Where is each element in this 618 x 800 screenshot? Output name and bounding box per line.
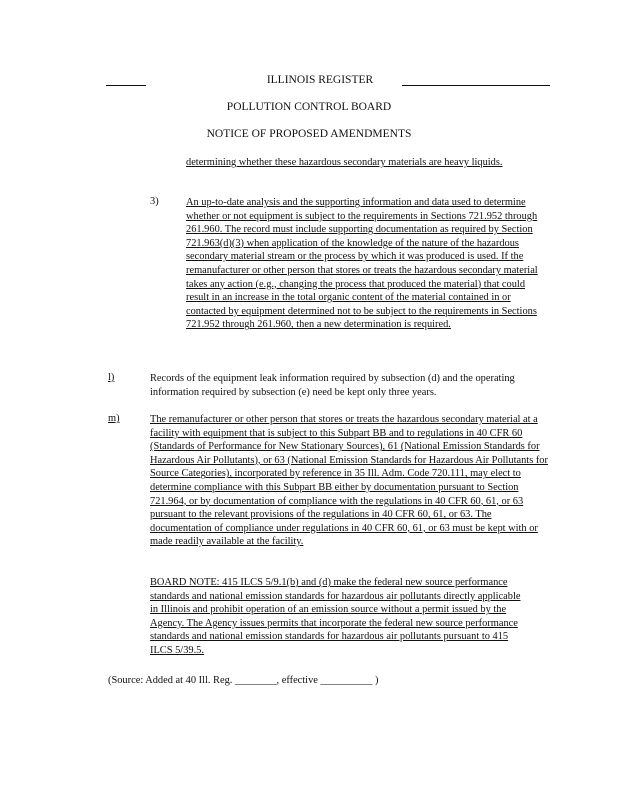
register-title: ILLINOIS REGISTER xyxy=(266,74,374,86)
item-m-text: The remanufacturer or other person that stores or treats the hazardous secondary material at a facility with equipment that is subject to this Subpart BB and to regulations in 40 CFR 60 (Standards of Performance for New Stationary Sources), 61 (National Emission Standards for Hazardous Air Pollutants), or 63 (National Emission Standards for Hazardous Air Pollutants for Source Categories), incorporated by reference in 35 Ill. Adm. Code 720.111, may elect to determine compliance with this Subpart BB either by documentation pursuant to Section 721.964, or by documentation of compliance with the regulations in 40 CFR 60, 61, or 63 pursuant to the relevant provisions of the regulations in 40 CFR 60, 61, or 63. The documentation of compliance under regulations in 40 CFR 60, 61, or 63 must be kept with or made readily available at the facility. xyxy=(150,414,548,548)
board-title: POLLUTION CONTROL BOARD xyxy=(226,101,392,113)
item-l-marker: l) xyxy=(108,372,115,383)
source-line: (Source: Added at 40 Ill. Reg. ________, effective __________ ) xyxy=(108,675,379,686)
item-m-marker: m) xyxy=(108,413,120,424)
header-rule-right xyxy=(402,85,550,86)
notice-title: NOTICE OF PROPOSED AMENDMENTS xyxy=(206,128,412,140)
item-l-text: Records of the equipment leak information required by subsection (d) and the operating information required by subsection (e) need be kept only three years. xyxy=(150,373,515,398)
continuation-text: determining whether these hazardous secondary materials are heavy liquids. xyxy=(186,157,503,168)
board-note: BOARD NOTE: 415 ILCS 5/9.1(b) and (d) make the federal new source performance standards and national emission standards for hazardous air pollutants directly applicable in Illinois and prohibit operation of an emission source without a permit issued by the Agency. The Agency issues permits that incorporate the federal new source performance standards and national emission standards for hazardous air pollutants pursuant to 415 ILCS 5/39.5. xyxy=(150,577,521,656)
item-3-text: An up-to-date analysis and the supporting information and data used to determine whether or not equipment is subject to the requirements in Sections 721.952 through 261.960. The record must include supporting documentation as required by Section 721.963(d)(3) when application of the knowledge of the nature of the hazardous secondary material stream or the process by which it was produced is used. If the remanufacturer or other person that stores or treats the hazardous secondary material takes any action (e.g., changing the process that produced the material) that could result in an increase in the total organic content of the material contained in or contacted by equipment determined not to be subject to the requirements in Sections 721.952 through 261.960, then a new determination is required. xyxy=(186,197,538,331)
header-rule-left xyxy=(106,85,146,86)
item-3-marker: 3) xyxy=(150,196,159,207)
